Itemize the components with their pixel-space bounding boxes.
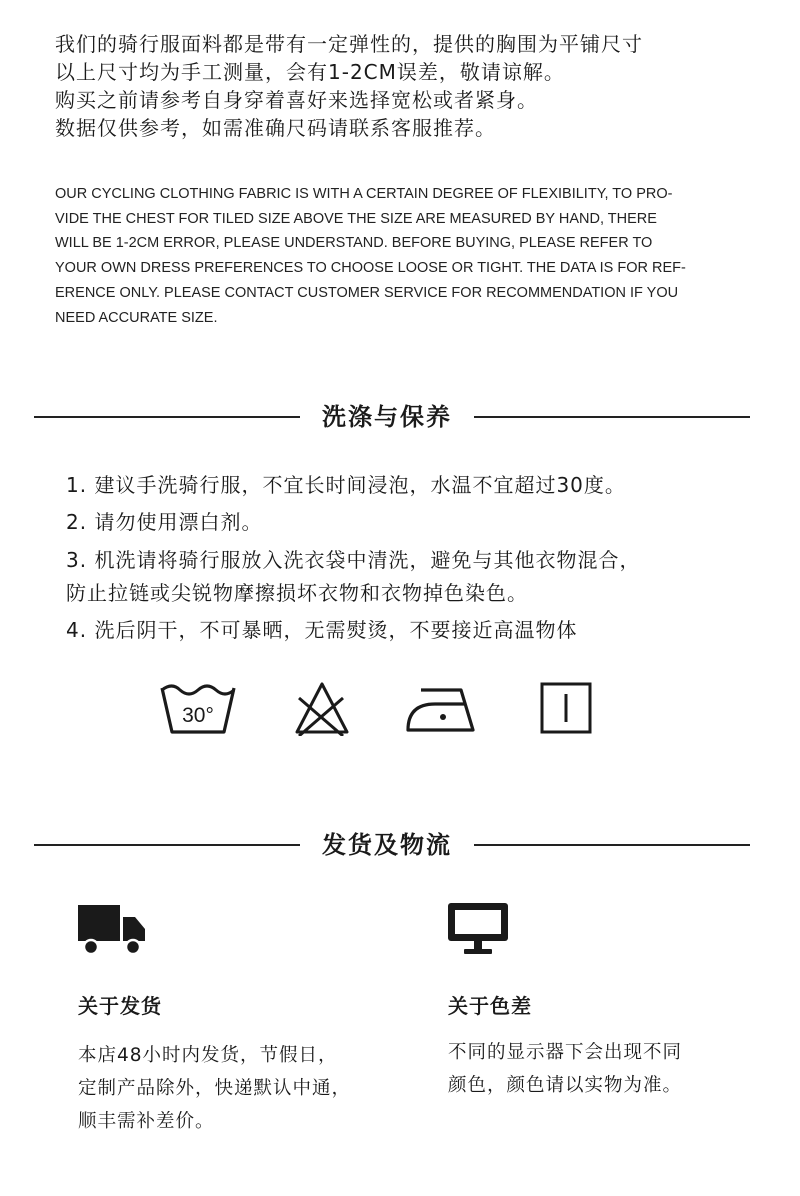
care-icons-row [0, 680, 800, 740]
care-item: 3. 机洗请将骑行服放入洗衣袋中清洗，避免与其他衣物混合， [66, 548, 641, 572]
delivery-line: 定制产品除外，快递默认中通， [78, 1078, 352, 1099]
care-section-header [34, 397, 750, 437]
iron-icon [405, 680, 479, 736]
intro-zh-line: 购买之前请参考自身穿着喜好来选择宽松或者紧身。 [55, 88, 538, 112]
color-diff-title: 关于色差 [448, 994, 532, 1018]
care-item: 2. 请勿使用漂白剂。 [66, 510, 263, 534]
color-diff-line: 不同的显示器下会出现不同 [448, 1042, 683, 1063]
monitor-icon [446, 901, 510, 957]
divider-line [34, 844, 300, 846]
care-instructions-list [66, 467, 766, 648]
intro-en-line: WILL BE 1-2CM ERROR, PLEASE UNDERSTAND. BEFORE BUYING, PLEASE REFER TO [55, 235, 653, 252]
care-item: 防止拉链或尖锐物摩擦损坏衣物和衣物掉色染色。 [66, 581, 528, 605]
intro-zh-line: 以上尺寸均为手工测量，会有1-2CM误差，敬请谅解。 [55, 60, 565, 84]
care-section-title: 洗涤与保养 [322, 403, 452, 431]
intro-en-paragraph [55, 182, 745, 330]
delivery-text [78, 1039, 351, 1138]
shipping-section-header [34, 825, 750, 865]
no-bleach-icon [293, 680, 351, 736]
delivery-line: 本店48小时内发货，节假日， [78, 1045, 338, 1066]
divider-line [34, 416, 300, 418]
divider-line [474, 844, 750, 846]
dry-icon [539, 680, 593, 736]
truck-icon [77, 903, 147, 955]
care-item: 4. 洗后阴干，不可暴晒，无需熨烫，不要接近高温物体 [66, 618, 578, 642]
shipping-section-title: 发货及物流 [322, 831, 452, 859]
delivery-line: 顺丰需补差价。 [78, 1111, 215, 1132]
intro-en-line: NEED ACCURATE SIZE. [55, 309, 218, 326]
care-item: 1. 建议手洗骑行服，不宜长时间浸泡，水温不宜超过30度。 [66, 473, 626, 497]
wash-temp-label: 30° [182, 704, 214, 727]
color-diff-text [448, 1036, 682, 1102]
intro-en-line: OUR CYCLING CLOTHING FABRIC IS WITH A CERTAIN DEGREE OF FLEXIBILITY, TO PRO- [55, 186, 673, 202]
intro-zh-line: 我们的骑行服面料都是带有一定弹性的，提供的胸围为平铺尺寸 [55, 32, 643, 56]
intro-en-line: YOUR OWN DRESS PREFERENCES TO CHOOSE LOOSE OR TIGHT. THE DATA IS FOR REF- [55, 260, 686, 277]
intro-en-line: ERENCE ONLY. PLEASE CONTACT CUSTOMER SERVICE FOR RECOMMENDATION IF YOU [55, 284, 679, 301]
delivery-title: 关于发货 [78, 994, 162, 1018]
intro-en-line: VIDE THE CHEST FOR TILED SIZE ABOVE THE SIZE ARE MEASURED BY HAND, THERE [55, 210, 657, 227]
intro-zh-paragraph [55, 30, 775, 142]
intro-zh-line: 数据仅供参考，如需准确尺码请联系客服推荐。 [55, 116, 496, 140]
divider-line [474, 416, 750, 418]
wash-30-icon [158, 680, 238, 736]
color-diff-line: 颜色，颜色请以实物为准。 [448, 1075, 683, 1096]
